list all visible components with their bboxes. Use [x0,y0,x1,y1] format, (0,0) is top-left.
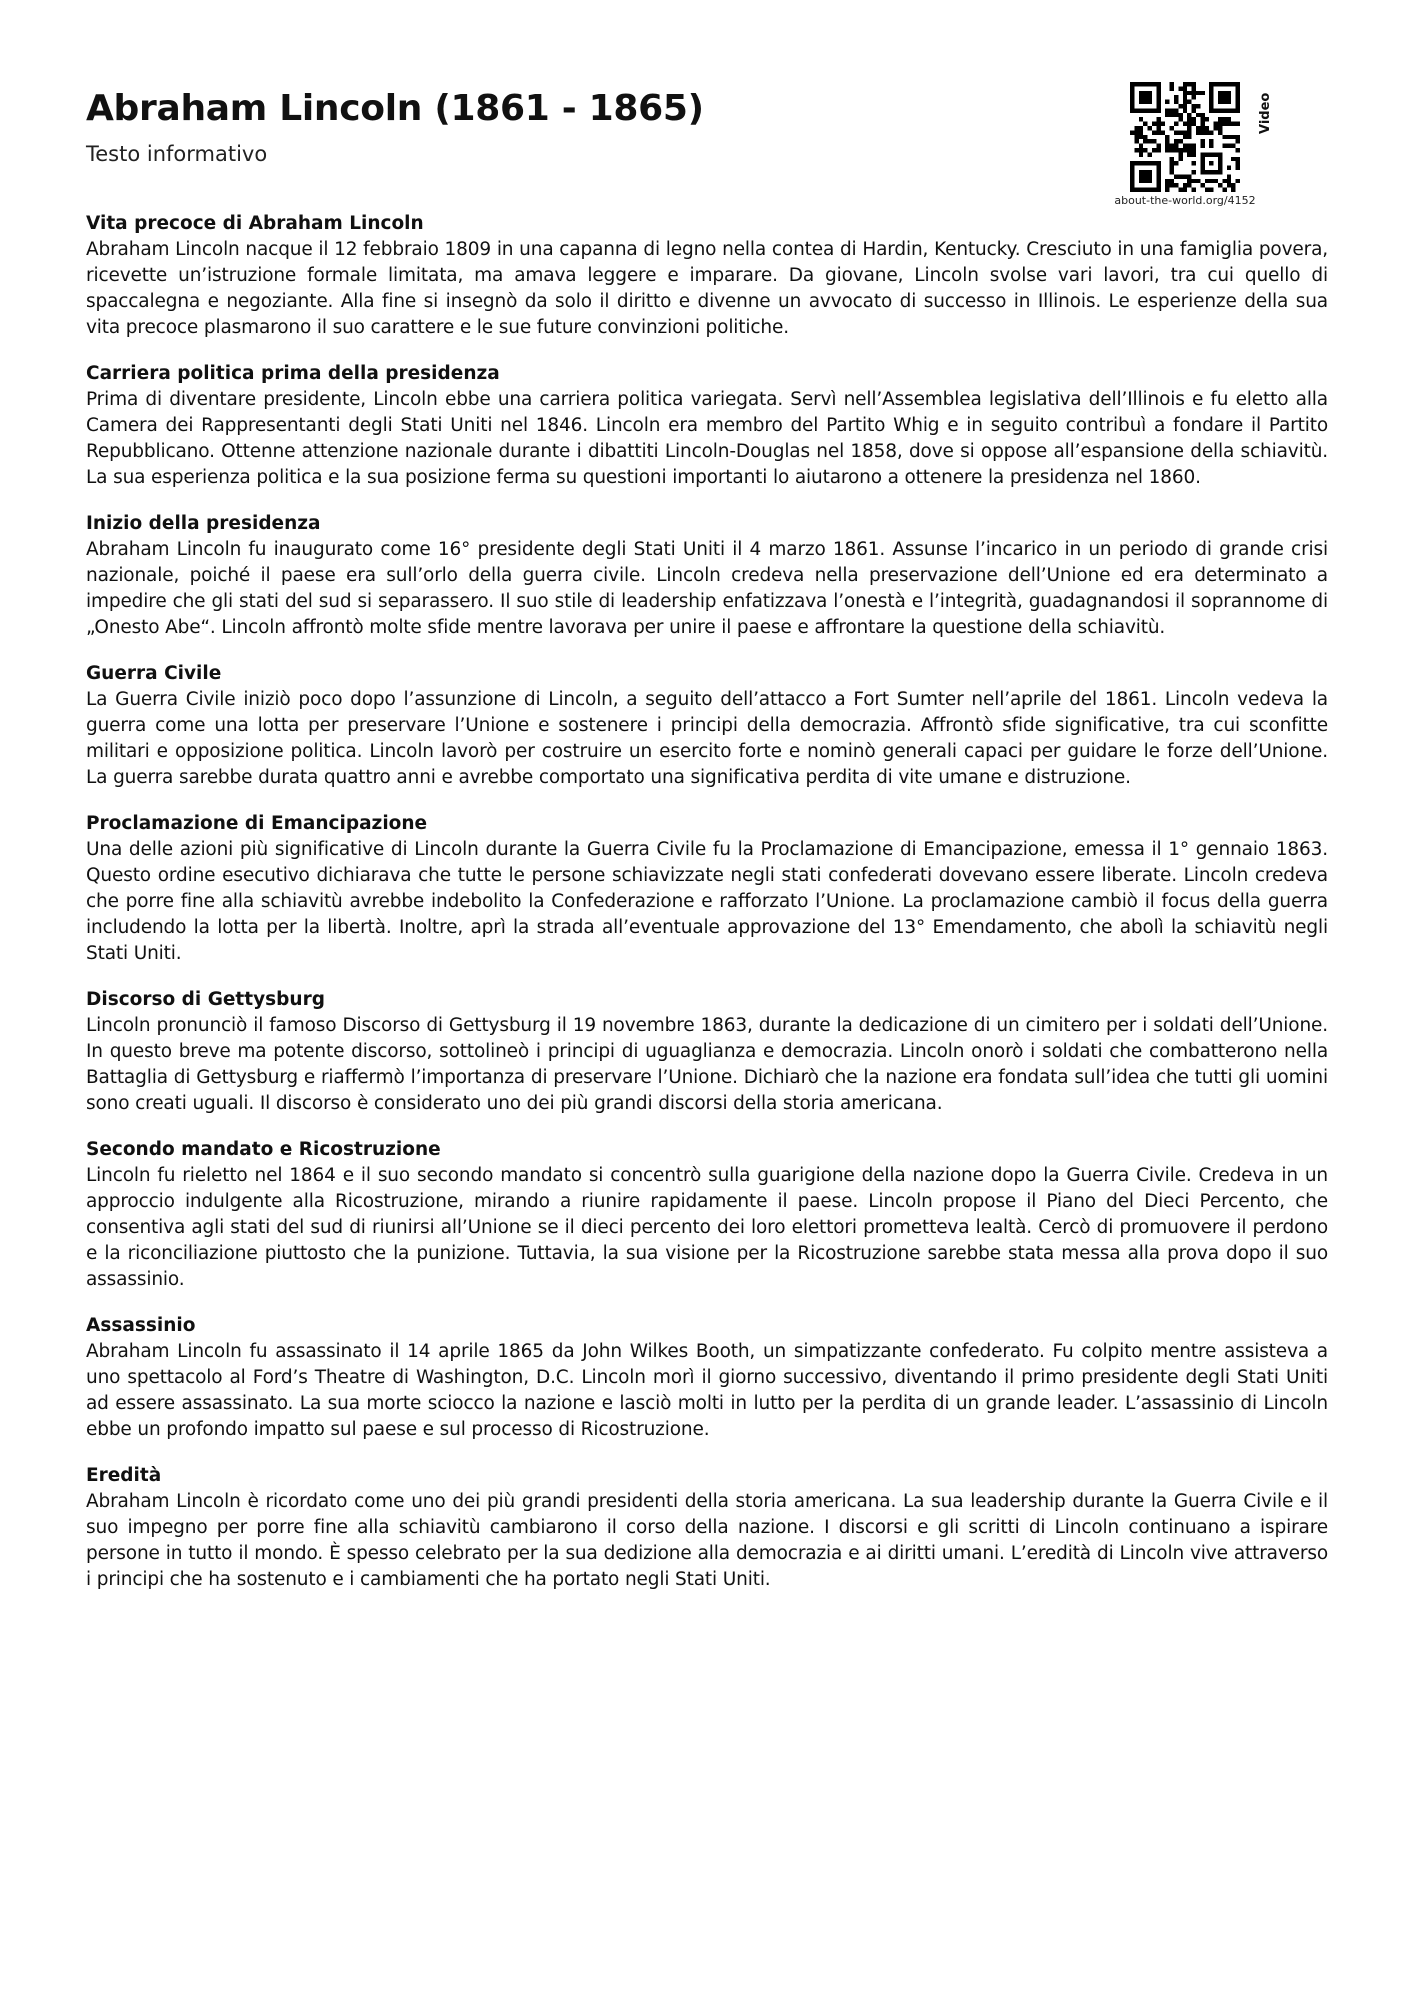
section-heading: Proclamazione di Emancipazione [86,813,428,834]
qr-url[interactable]: about-the-world.org/4152 [1114,194,1256,207]
section-emancipation [86,811,1328,967]
section-gettysburg [86,987,1328,1117]
qr-code-icon[interactable] [1130,82,1240,192]
section-text: Lincoln pronunciò il famoso Discorso di Gettysburg il 19 novembre 1863, durante la dedicazione di un cimitero per i soldati dell’Unione. In questo breve ma potente discorso, sottolineò i principi di uguaglianza e democrazia. Lincoln onorò i soldati che combatterono nella Battaglia di Gettysburg e riaffermò l’importanza di preservare l’Unione. Dichiarò che la nazione era fondata sull’idea che tutti gli uomini sono creati uguali. Il discorso è considerato uno dei più grandi discorsi della storia americana. [86,1015,1328,1114]
section-text: Una delle azioni più significative di Lincoln durante la Guerra Civile fu la Proclamazione di Emancipazione, emessa il 1° gennaio 1863. Questo ordine esecutivo dichiarava che tutte le persone schiavizzate negli stati confederati dovevano essere liberate. Lincoln credeva che porre fine alla schiavitù avrebbe indebolito la Confederazione e rafforzato l’Unione. La proclamazione cambiò il focus della guerra includendo la lotta per la libertà. Inoltre, aprì la strada all’eventuale approvazione del 13° Emendamento, che abolì la schiavitù negli Stati Uniti. [86,839,1328,964]
section-text: Prima di diventare presidente, Lincoln ebbe una carriera politica variegata. Servì nell’Assemblea legislativa dell’Illinois e fu eletto alla Camera dei Rappresentanti degli Stati Uniti nel 1846. Lincoln era membro del Partito Whig e in seguito contribuì a fondare il Partito Repubblicano. Ottenne attenzione nazionale durante i dibattiti Lincoln-Douglas nel 1858, dove si oppose all’espansione della schiavitù. La sua esperienza politica e la sua posizione ferma su questioni importanti lo aiutarono a ottenere la presidenza nel 1860. [86,389,1328,488]
page-subtitle: Testo informativo [86,142,268,166]
section-text: Abraham Lincoln fu inaugurato come 16° presidente degli Stati Uniti il 4 marzo 1861. Assunse l’incarico in un periodo di grande crisi nazionale, poiché il paese era sull’orlo della guerra civile. Lincoln credeva nella preservazione dell’Unione ed era determinato a impedire che gli stati del sud si separassero. Il suo stile di leadership enfatizzava l’onestà e l’integrità, guadagnandosi il soprannome di „Onesto Abe“. Lincoln affrontò molte sfide mentre lavorava per unire il paese e affrontare la questione della schiavitù. [86,539,1328,638]
section-political-career [86,361,1328,491]
section-text: La Guerra Civile iniziò poco dopo l’assunzione di Lincoln, a seguito dell’attacco a Fort Sumter nell’aprile del 1861. Lincoln vedeva la guerra come una lotta per preservare l’Unione e sostenere i principi della democrazia. Affrontò sfide significative, tra cui sconfitte militari e opposizione politica. Lincoln lavorò per costruire un esercito forte e nominò generali capaci per guidare le forze dell’Unione. La guerra sarebbe durata quattro anni e avrebbe comportato una significativa perdita di vite umane e distruzione. [86,689,1328,788]
section-heading: Eredità [86,1465,162,1486]
section-reconstruction [86,1137,1328,1293]
section-heading: Vita precoce di Abraham Lincoln [86,213,424,234]
section-text: Abraham Lincoln nacque il 12 febbraio 1809 in una capanna di legno nella contea di Hardin, Kentucky. Cresciuto in una famiglia povera, ricevette un’istruzione formale limitata, ma amava leggere e imparare. Da giovane, Lincoln svolse vari lavori, tra cui quello di spaccalegna e negoziante. Alla fine si insegnò da solo il diritto e divenne un avvocato di successo in Illinois. Le esperienze della sua vita precoce plasmarono il suo carattere e le sue future convinzioni politiche. [86,239,1328,338]
section-presidency-start [86,511,1328,641]
page-title: Abraham Lincoln (1861 - 1865) [86,88,704,129]
section-heading: Secondo mandato e Ricostruzione [86,1139,441,1160]
article-body [86,211,1328,1613]
section-heading: Assassinio [86,1315,196,1336]
section-heading: Carriera politica prima della presidenza [86,363,500,384]
section-heading: Guerra Civile [86,663,222,684]
section-civil-war [86,661,1328,791]
section-text: Lincoln fu rieletto nel 1864 e il suo secondo mandato si concentrò sulla guarigione della nazione dopo la Guerra Civile. Credeva in un approccio indulgente alla Ricostruzione, mirando a riunire rapidamente il paese. Lincoln propose il Piano del Dieci Percento, che consentiva agli stati del sud di riunirsi all’Unione se il dieci percento dei loro elettori prometteva lealtà. Cercò di promuovere il perdono e la riconciliazione piuttosto che la punizione. Tuttavia, la sua visione per la Ricostruzione sarebbe stata messa alla prova dopo il suo assassinio. [86,1165,1328,1290]
section-heading: Inizio della presidenza [86,513,321,534]
qr-block[interactable] [1110,82,1270,212]
section-early-life [86,211,1328,341]
section-heading: Discorso di Gettysburg [86,989,325,1010]
section-text: Abraham Lincoln è ricordato come uno dei più grandi presidenti della storia americana. La sua leadership durante la Guerra Civile e il suo impegno per porre fine alla schiavitù cambiarono il corso della nazione. I discorsi e gli scritti di Lincoln continuano a ispirare persone in tutto il mondo. È spesso celebrato per la sua dedizione alla democrazia e ai diritti umani. L’eredità di Lincoln vive attraverso i principi che ha sostenuto e i cambiamenti che ha portato negli Stati Uniti. [86,1491,1328,1590]
qr-video-label: Video [1258,92,1273,134]
section-legacy [86,1463,1328,1593]
section-text: Abraham Lincoln fu assassinato il 14 aprile 1865 da John Wilkes Booth, un simpatizzante confederato. Fu colpito mentre assisteva a uno spettacolo al Ford’s Theatre di Washington, D.C. Lincoln morì il giorno successivo, diventando il primo presidente degli Stati Uniti ad essere assassinato. La sua morte sciocco la nazione e lasciò molti in lutto per la perdita di un grande leader. L’assassinio di Lincoln ebbe un profondo impatto sul paese e sul processo di Ricostruzione. [86,1341,1328,1440]
section-assassination [86,1313,1328,1443]
